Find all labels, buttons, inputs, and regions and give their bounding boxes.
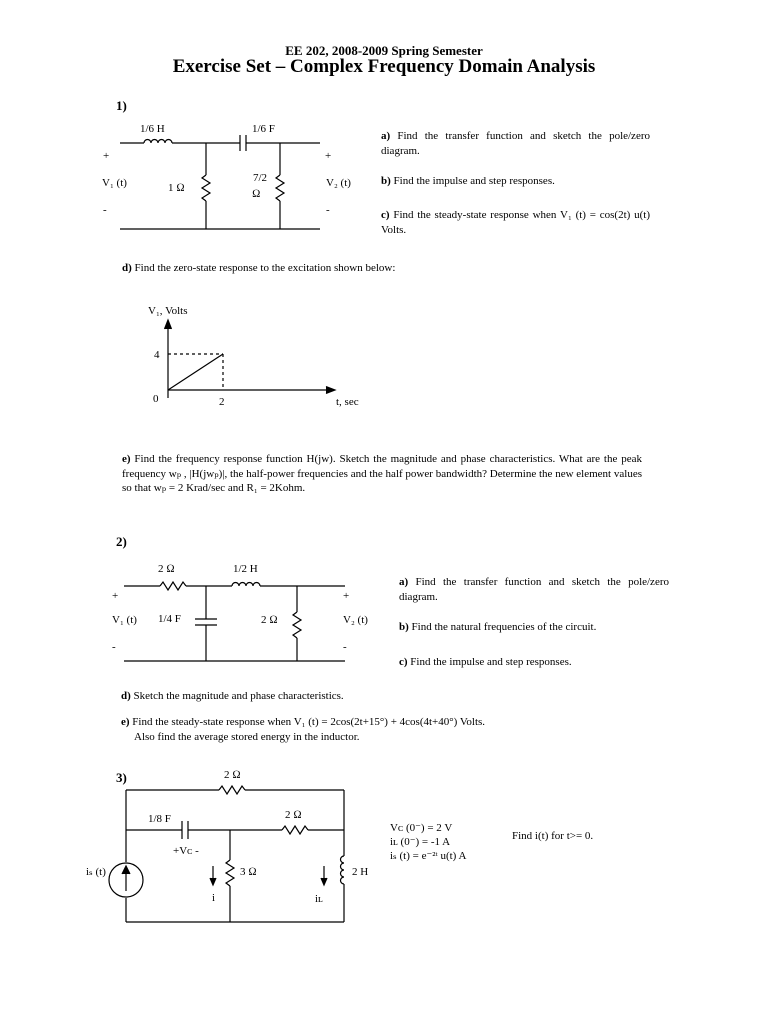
resistor-symbol xyxy=(226,860,234,886)
problem-2b: b) Find the natural frequencies of the circuit. xyxy=(399,621,597,633)
capacitor-label: 1/8 F xyxy=(148,813,171,825)
capacitor-label: 1/6 F xyxy=(252,123,275,135)
problem-3-task: Find i(t) for t>= 0. xyxy=(512,830,594,842)
page-title: Exercise Set – Complex Frequency Domain Analysis xyxy=(172,56,596,77)
v2-label: V₂ (t) xyxy=(343,614,368,626)
resistor-2-unit: Ω xyxy=(252,188,261,200)
course-header: EE 202, 2008-2009 Spring Semester xyxy=(285,43,483,58)
current-source-arrowhead xyxy=(122,866,130,874)
graph-y-tick: 4 xyxy=(154,349,160,361)
problem-2e-line2: Also find the average stored energy in the inductor. xyxy=(134,731,360,743)
minus-sign: - xyxy=(343,641,347,653)
initial-condition-vc: Vᴄ (0⁻) = 2 V xyxy=(390,822,453,834)
inductor-label: 1/2 H xyxy=(233,563,258,575)
source-expression: iₛ (t) = e⁻²ᵗ u(t) A xyxy=(390,850,467,862)
graph-x-label: t, sec xyxy=(336,396,359,408)
minus-sign: - xyxy=(112,641,116,653)
r-mid-label: 2 Ω xyxy=(285,809,302,821)
problem-2d: d) Sketch the magnitude and phase characteristics. xyxy=(121,690,344,702)
minus-sign: - xyxy=(326,204,330,216)
problem-2-number: 2) xyxy=(116,534,127,549)
initial-condition-il: iʟ (0⁻) = -1 A xyxy=(390,836,451,848)
r-top-label: 2 Ω xyxy=(224,769,241,781)
resistor-1-label: 1 Ω xyxy=(168,182,185,194)
current-i-arrowhead xyxy=(210,878,216,885)
graph-origin: 0 xyxy=(153,393,159,405)
problem-1d: d) Find the zero-state response to the excitation shown below: xyxy=(122,262,396,274)
graph-y-label: V₁, Volts xyxy=(148,305,188,317)
problem-2a: a) Find the transfer function and sketch the pole/zero diagram. xyxy=(399,576,669,603)
inductor-label: 2 H xyxy=(352,866,369,878)
v1-label: V₁ (t) xyxy=(112,614,137,626)
resistor-2-label: 7/2 xyxy=(253,172,268,184)
r3-label: 3 Ω xyxy=(240,866,257,878)
source-label: iₛ (t) xyxy=(86,866,106,878)
r2-label: 2 Ω xyxy=(261,614,278,626)
problem-1e: e) Find the frequency response function H(jw). Sketch the magnitude and phase characteristics. What are the peak frequency wₚ , |H(jwₚ)|, the half-power frequencies and the half power bandwidth? Determine the new element values so that wₚ = 2 Krad/sec and R₁ = 2Kohm. xyxy=(122,453,642,494)
v1-label: V₁ (t) xyxy=(102,177,127,189)
inductor-symbol xyxy=(341,856,344,884)
resistor-symbol xyxy=(282,826,308,834)
v2-label: V₂ (t) xyxy=(326,177,351,189)
current-il-label: iʟ xyxy=(315,893,323,905)
problem-1a: a) Find the transfer function and sketch the pole/zero diagram. xyxy=(381,130,650,157)
problem-1c: c) Find the steady-state response when V₁ (t) = cos(2t) u(t) Volts. xyxy=(381,209,650,236)
plus-sign: + xyxy=(112,590,119,602)
problem-1-number: 1) xyxy=(116,98,127,113)
plus-sign: + xyxy=(103,150,110,162)
r1-label: 2 Ω xyxy=(158,563,175,575)
problem-3-number: 3) xyxy=(116,770,127,785)
capacitor-voltage-label: +Vᴄ - xyxy=(173,845,199,857)
minus-sign: - xyxy=(103,204,107,216)
inductor-label: 1/6 H xyxy=(140,123,165,135)
resistor-symbol xyxy=(219,786,245,794)
plus-sign: + xyxy=(343,590,350,602)
plus-sign: + xyxy=(325,150,332,162)
capacitor-label: 1/4 F xyxy=(158,613,181,625)
problem-2c: c) Find the impulse and step responses. xyxy=(399,656,572,668)
current-i-label: i xyxy=(212,892,216,904)
graph-x-tick: 2 xyxy=(219,396,225,408)
current-il-arrowhead xyxy=(321,878,327,885)
problem-2e: e) Find the steady-state response when V₁ (t) = 2cos(2t+15°) + 4cos(4t+40°) Volts. xyxy=(121,716,486,728)
problem-1b: b) Find the impulse and step responses. xyxy=(381,175,555,187)
